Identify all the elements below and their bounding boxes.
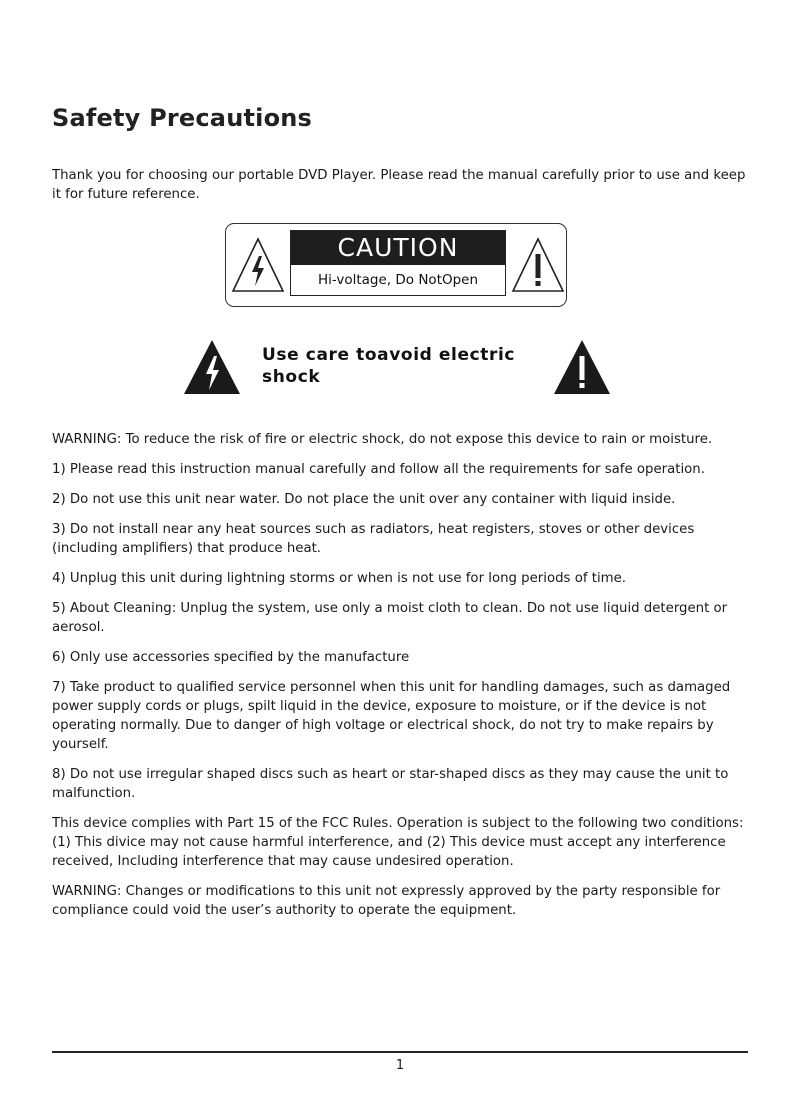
shock-warning [182, 338, 612, 398]
electric-shock-icon [182, 338, 242, 396]
shock-warning-line2: shock [262, 367, 321, 387]
page-number: 1 [395, 1058, 405, 1073]
modification-warning-paragraph: WARNING: Changes or modifications to this unit not expressly approved by the party responsible for compliance could void the user’s authority to operate the equipment. [52, 884, 721, 918]
shock-warning-line1: Use care toavoid electric [262, 345, 516, 365]
fcc-compliance-paragraph: This device complies with Part 15 of the FCC Rules. Operation is subject to the following two conditions: (1) This divice may not cause harmful interference, and (2) This device must accept any interference received, Including interference that may cause undesired operation. [52, 816, 744, 869]
exclamation-icon [510, 236, 566, 294]
intro-paragraph: Thank you for choosing our portable DVD Player. Please read the manual carefully prior to use and keep it for future reference. [52, 168, 746, 202]
instruction-item: 4) Unplug this unit during lightning storms or when is not use for long periods of time. [52, 571, 627, 586]
warning-paragraph: WARNING: To reduce the risk of fire or electric shock, do not expose this device to rain or moisture. [52, 432, 713, 447]
caution-subtext: Hi-voltage, Do NotOpen [317, 272, 479, 288]
instruction-item: 1) Please read this instruction manual carefully and follow all the requirements for safe operation. [52, 462, 705, 477]
instruction-item: 8) Do not use irregular shaped discs such as heart or star-shaped discs as they may cause the unit to malfunction. [52, 767, 729, 801]
exclamation-icon [552, 338, 612, 396]
caution-heading: CAUTION [291, 231, 505, 265]
instruction-item: 2) Do not use this unit near water. Do not place the unit over any container with liquid inside. [52, 492, 676, 507]
caution-panel [290, 230, 506, 296]
instruction-item: 7) Take product to qualified service personnel when this unit for handling damages, such as damaged power supply cords or plugs, spilt liquid in the device, exposure to moisture, or if the device is not operating normally. Due to danger of high voltage or electrical shock, do not try to make repairs by yourself. [52, 680, 731, 752]
instruction-item: 6) Only use accessories specified by the manufacture [52, 650, 410, 665]
instruction-item: 3) Do not install near any heat sources such as radiators, heat registers, stoves or other devices (including amplifiers) that produce heat. [52, 522, 695, 556]
page-title: Safety Precautions [52, 104, 313, 132]
shock-warning-text [262, 344, 542, 388]
footer-divider [52, 1051, 748, 1053]
instruction-item: 5) About Cleaning: Unplug the system, use only a moist cloth to clean. Do not use liquid detergent or aerosol. [52, 601, 728, 635]
safety-instructions [52, 430, 752, 931]
caution-label [225, 223, 567, 307]
electric-shock-icon [230, 236, 286, 294]
